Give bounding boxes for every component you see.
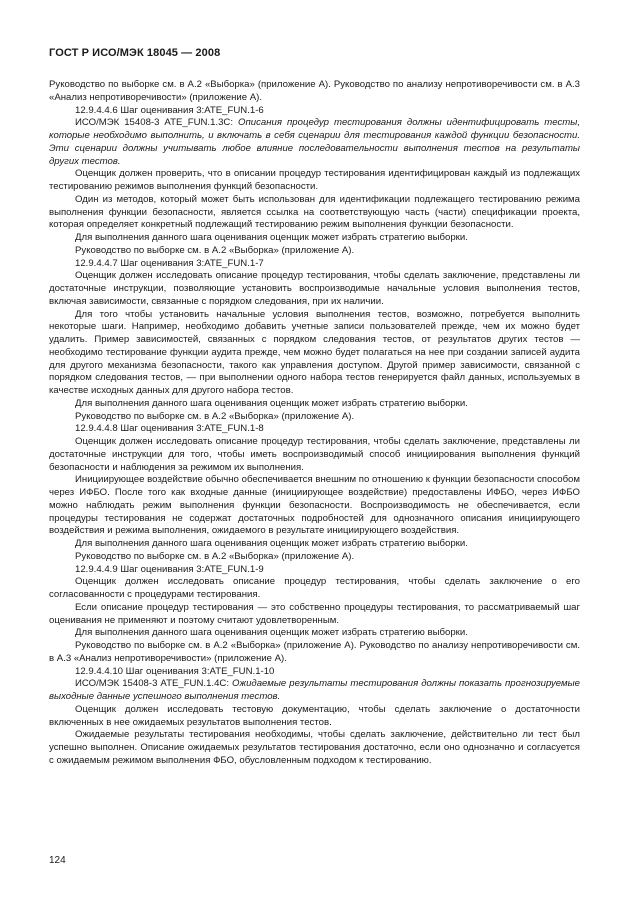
paragraph: Один из методов, который может быть использован для идентификации подлежащего тестированию режима выполнения функции безопасности, является ссылка на соответствующую часть (части) спецификации проекта, которая определяет конкретный подлежащий тестированию режим выполнения функции безопасности. [49,193,580,231]
document-body [49,79,580,768]
paragraph: Для выполнения данного шага оценивания оценщик может избрать стратегию выборки. [75,538,468,549]
section-heading: 12.9.4.4.9 Шаг оценивания 3:ATE_FUN.1-9 [75,563,264,575]
requirement-text: Описания процедур тестирования должны идентифицировать тесты, которые необходимо выполнить, и включать в себя сценарии для тестирования каждой функции безопасности. Эти сценарии должны учитывать любое влияние последовательности выполнения тестов на результаты других тестов. [49,117,581,167]
requirement-quote [49,117,580,168]
paragraph: Руководство по выборке см. в А.2 «Выборка» (приложение А). Руководство по анализу непротиворечивости см. в А.3 «Анализ непротиворечивости» (приложение А). [49,640,580,664]
paragraph: Для выполнения данного шага оценивания оценщик может избрать стратегию выборки. [75,627,468,639]
paragraph: Оценщик должен исследовать тестовую документацию, чтобы сделать заключение о достаточности включенных в нее ожидаемых результатов выполнения тестов. [49,703,580,728]
requirement-text: Ожидаемые результаты тестирования должны показать прогнозируемые выходные данные успешного выполнения тестов. [49,678,581,702]
section-heading: 12.9.4.4.10 Шаг оценивания 3:ATE_FUN.1-10 [75,665,275,677]
section-heading: 12.9.4.4.8 Шаг оценивания 3:ATE_FUN.1-8 [75,423,264,435]
paragraph: Руководство по выборке см. в А.2 «Выборка» (приложение А). Руководство по анализу непротиворечивости см. в А.3 «Анализ непротиворечивости» (приложение А). [49,79,580,103]
requirement-ref: ИСО/МЭК 15408-3 ATE_FUN.1.4C: [75,678,233,690]
page-number: 124 [49,855,66,866]
paragraph: Оценщик должен исследовать описание процедур тестирования, чтобы сделать заключение, представлены ли достаточные инструкции, позволяющие установить воспроизводимые начальные условия выполнения тестов, включая зависимости, связанные с порядком следования, при их наличии. [49,270,580,307]
paragraph: Ожидаемые результаты тестирования необходимы, чтобы сделать заключение, действительно ли тест был успешно выполнен. Описание ожидаемых результатов тестирования достаточно, если оно однозначно и согласуется с ожидаемым режимом выполнения ФБО, обусловленным подходом к тестированию. [49,729,580,766]
paragraph: Оценщик должен проверить, что в описании процедур тестирования идентифицирован каждый из подлежащих тестированию режимов выполнения функций безопасности. [49,168,580,192]
requirement-ref: ИСО/МЭК 15408-3 ATE_FUN.1.3C: [75,117,239,129]
requirement-quote [49,678,580,704]
paragraph: Для выполнения данного шага оценивания оценщик может избрать стратегию выборки. [75,232,468,243]
paragraph: Если описание процедур тестирования — это собственно процедуры тестирования, то рассматриваемый шаг оценивания не применяют и поэтому считают удовлетворенным. [49,601,580,626]
section-heading: 12.9.4.4.7 Шаг оценивания 3:ATE_FUN.1-7 [75,257,264,269]
paragraph: Руководство по выборке см. в А.2 «Выборка» (приложение А). [75,550,355,562]
paragraph: Оценщик должен исследовать описание процедур тестирования, чтобы сделать заключение о его согласованности с процедурами тестирования. [49,576,580,600]
section-heading: 12.9.4.4.6 Шаг оценивания 3:ATE_FUN.1-6 [75,104,264,116]
paragraph: Руководство по выборке см. в А.2 «Выборка» (приложение А). [75,410,355,422]
paragraph: Оценщик должен исследовать описание процедур тестирования, чтобы сделать заключение, представлены ли достаточные инструкции для того, чтобы иметь воспроизводимый способ инициирования выполнения функций безопасности и наблюдения за режимом их выполнения. [49,436,580,473]
standard-header: ГОСТ Р ИСО/МЭК 18045 — 2008 [49,47,221,59]
paragraph: Инициирующее воздействие обычно обеспечивается внешним по отношению к функции безопасности способом через ИФБО. После того как входные данные (инициирующее воздействие) предоставлены ИФБО, через ИФБО можно наблюдать режим выполнения функции безопасности. Воспроизводимость не обеспечивается, если процедуры тестирования не содержат достаточных подробностей для однозначного описания инициирующего воздействия и режима выполнения, ожидаемого в результате инициирующего воздействия. [49,474,580,537]
paragraph: Для того чтобы установить начальные условия выполнения тестов, возможно, потребуется выполнить некоторые шаги. Например, необходимо добавить учетные записи пользователей прежде, чем их можно будет удалить. Пример зависимостей, связанных с порядком следования тестов, от результатов других тестов — необходимо тестирование функции аудита прежде, чем можно будет полагаться на нее при создании записей аудита для другого механизма безопасности, такого как управления доступом. Другой пример зависимости, связанной с порядком следования тестов, — при выполнении одного набора тестов генерируется файл данных, используемых в качестве исходных данных для другого набора тестов. [49,308,580,396]
paragraph: Руководство по выборке см. в А.2 «Выборка» (приложение А). [75,244,355,256]
paragraph: Для выполнения данного шага оценивания оценщик может избрать стратегию выборки. [75,397,468,409]
